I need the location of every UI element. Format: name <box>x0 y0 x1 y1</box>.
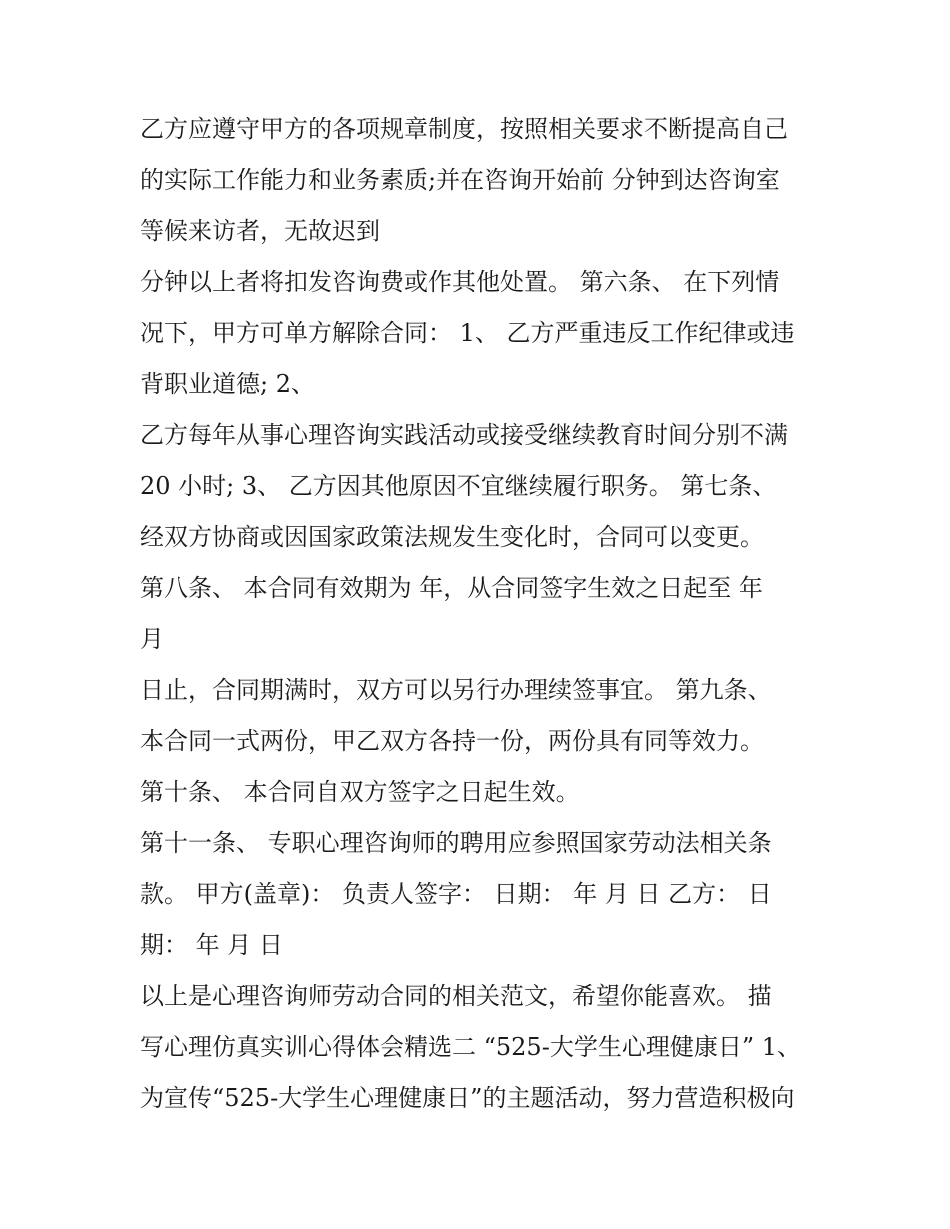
text-line: 况下，甲方可单方解除合同： 1、 乙方严重违反工作纪律或违 <box>140 319 795 347</box>
text-line: 期： 年 月 日 <box>140 931 283 959</box>
text-line: 20 小时; 3、 乙方因其他原因不宜继续履行职务。 第七条、 <box>140 472 777 500</box>
text-line: 为宣传“525-大学生心理健康日”的主题活动，努力营造积极向 <box>140 1084 795 1112</box>
text-line: 经双方协商或因国家政策法规发生变化时，合同可以变更。 <box>140 523 764 551</box>
text-line: 第十一条、 专职心理咨询师的聘用应参照国家劳动法相关条 <box>140 829 772 857</box>
text-line: 本合同一式两份，甲乙双方各持一份，两份具有同等效力。 <box>140 727 764 755</box>
text-line: 第八条、 本合同有效期为 年，从合同签字生效之日起至 年 <box>140 574 763 602</box>
text-line: 写心理仿真实训心得体会精选二 “525-大学生心理健康日” 1、 <box>140 1033 801 1061</box>
text-line: 乙方每年从事心理咨询实践活动或接受继续教育时间分别不满 <box>140 421 788 449</box>
text-line: 以上是心理咨询师劳动合同的相关范文，希望你能喜欢。 描 <box>140 982 772 1010</box>
text-line: 款。 甲方(盖章)： 负责人签字： 日期： 年 月 日 乙方： 日 <box>140 880 772 908</box>
text-line: 月 <box>140 625 164 653</box>
text-line: 等候来访者，无故迟到 <box>140 217 380 245</box>
text-line: 乙方应遵守甲方的各项规章制度，按照相关要求不断提高自己 <box>140 115 788 143</box>
text-line: 分钟以上者将扣发咨询费或作其他处置。 第六条、 在下列情 <box>140 268 780 296</box>
document-body <box>140 108 830 1128</box>
text-line: 日止，合同期满时，双方可以另行办理续签事宜。 第九条、 <box>140 676 772 704</box>
text-line: 背职业道德; 2、 <box>140 370 315 398</box>
text-line: 的实际工作能力和业务素质;并在咨询开始前 分钟到达咨询室 <box>140 166 780 194</box>
text-line: 第十条、 本合同自双方签字之日起生效。 <box>140 778 580 806</box>
